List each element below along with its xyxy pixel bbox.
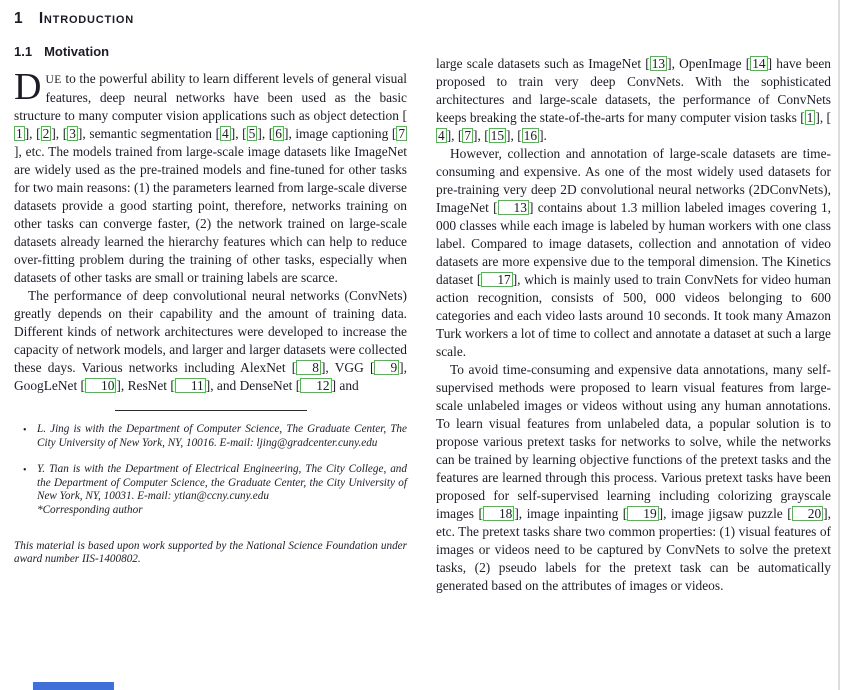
citation-link[interactable]: 19 xyxy=(627,506,658,521)
section-heading xyxy=(14,10,407,28)
paragraph-motivation-1 xyxy=(14,66,407,287)
footnote-text: Y. Tian is with the Department of Electrical Engineering, The City College, and the Department of Computer Science, the Graduate Center, the City University of New York, NY, 10031. E-mail: ytian@ccny.cuny.edu *Corresponding author xyxy=(37,463,407,516)
citation-link[interactable]: 14 xyxy=(752,56,766,71)
paragraph-motivation-2: The performance of deep convolutional neural networks (ConvNets) greatly depends on their capability and the amount of training data. Different kinds of network architectures were developed to increase the capacity of network models, and larger and larger datasets were collected these days. Various networks including AlexNet [ 8 ], VGG [ 9 ], GoogLeNet [ 10 ], ResNet [ 11 ], and DenseNet [ 12 ] and xyxy=(14,288,407,393)
citation-link[interactable]: 5 xyxy=(248,126,256,141)
right-column xyxy=(436,55,831,595)
bottom-blue-bar xyxy=(33,682,114,690)
drop-cap: D xyxy=(14,66,42,108)
citation-link[interactable]: 3 xyxy=(69,126,76,141)
citation-link[interactable]: 12 xyxy=(300,378,331,393)
subsection-number: 1.1 xyxy=(14,44,33,59)
citation-link[interactable]: 20 xyxy=(792,506,823,521)
citation-link[interactable]: 4 xyxy=(222,126,229,141)
footnote-item-1 xyxy=(14,423,407,450)
citation-link[interactable]: 6 xyxy=(275,126,282,141)
paragraph-text: to the powerful ability to learn different levels of general visual features, deep neural networks have been used as the basic structure to many computer vision applications such as object detection [1 ], [ 2 ], [ 3 ], semantic segmentation [ 4 ], [ 5 ], [ 6 ], image captioning [ 7], etc. The models trained from large-scale image datasets like ImageNet are widely used as the pre-trained models and fine-tuned for other tasks for two main reasons: (1) the parameters learned from large-scale diverse datasets provide a good starting point, therefore, networks training on other tasks can converge faster, (2) the network trained on large-scale datasets already learned the hierarchy features which can help to reduce over-fitting problem during the training of other tasks, especially when datasets of other tasks are small or training labels are scarce. xyxy=(14,71,407,285)
citation-link[interactable]: 16 xyxy=(523,128,538,143)
paragraph-annotation-cost: However, collection and annotation of large-scale datasets are time-consuming and expensive. As one of the most widely used datasets for pre-training very deep 2D convolutional neural networks (2DConvNets), ImageNet [ 13 ] contains about 1.3 million labeled images covering 1, 000 classes while each image is labeled by human workers with one class label. Compared to image datasets, collection and annotation of video datasets are more expensive due to the temporal dimension. The Kinetics dataset [ 17 ], which is mainly used to train ConvNets for video human action recognition, consists of 500, 000 videos belonging to 600 categories and each video lasts around 10 seconds. It took many Amazon Turk workers a lot of time to collect and annotate a dataset at such a large scale. xyxy=(436,146,831,359)
lead-caps: UE xyxy=(45,74,62,86)
citation-link[interactable]: 4 xyxy=(438,128,445,143)
footnote-item-2 xyxy=(14,463,407,517)
footnotes-block xyxy=(14,423,407,518)
section-title: Introduction xyxy=(38,10,135,27)
citation-link[interactable]: 8 xyxy=(296,360,321,375)
citation-link[interactable]: 2 xyxy=(42,126,50,141)
paragraph-datasets: large scale datasets such as ImageNet [ 13 ], OpenImage [ 14 ] have been proposed to train very deep ConvNets. With the sophisticated architectures and large-scale datasets, the performance of ConvNets keeps breaking the state-of-the-arts for many computer vision tasks [ 1 ], [4 ], [ 7 ], [ 15 ], [ 16 ]. xyxy=(436,56,831,143)
funding-note: This material is based upon work supported by the National Science Foundation under award number IIS-1400802. xyxy=(14,539,407,566)
section-number: 1 xyxy=(14,10,23,27)
citation-link[interactable]: 7 xyxy=(398,126,406,141)
subsection-heading xyxy=(14,44,407,59)
footnote-rule xyxy=(115,410,307,411)
paragraph-self-supervised: To avoid time-consuming and expensive data annotations, many self-supervised methods were proposed to learn visual features from large-scale unlabeled images or videos without using any human annotations. To learn visual features from unlabeled data, a popular solution is to propose various pretext tasks for networks to solve, while the networks can be trained by learning objective functions of the pretext tasks and the features are learned through this process. Various pretext tasks have been proposed for self-supervised learning including colorizing grayscale images [ 18 ], image inpainting [ 19 ], image jigsaw puzzle [ 20 ], etc. The pretext tasks share two common properties: (1) visual features of images or videos need to be captured by ConvNets to solve the pretext tasks, (2) pseudo labels for the pretext task can be automatically generated based on the attributes of images or videos. xyxy=(436,362,831,593)
citation-link[interactable]: 9 xyxy=(374,360,399,375)
footnote-text: L. Jing is with the Department of Computer Science, The Graduate Center, The City University of New York, NY, 10016. E-mail: ljing@gradcenter.cuny.edu xyxy=(37,423,407,449)
page-right-edge-divider xyxy=(838,0,840,690)
citation-link[interactable]: 1 xyxy=(16,126,23,141)
bullet-icon: • xyxy=(23,425,27,436)
citation-link[interactable]: 17 xyxy=(481,272,512,287)
citation-link[interactable]: 15 xyxy=(490,128,505,143)
bullet-icon: • xyxy=(23,465,27,477)
citation-link[interactable]: 11 xyxy=(175,378,206,393)
citation-link[interactable]: 7 xyxy=(464,128,472,143)
citation-link[interactable]: 18 xyxy=(483,506,514,521)
citation-link[interactable]: 13 xyxy=(651,56,666,71)
citation-link[interactable]: 1 xyxy=(806,110,814,125)
corresponding-author-note: *Corresponding author xyxy=(37,503,143,516)
citation-link[interactable]: 10 xyxy=(85,378,116,393)
subsection-title: Motivation xyxy=(44,44,110,59)
left-column xyxy=(14,10,407,567)
citation-link[interactable]: 13 xyxy=(498,200,529,215)
